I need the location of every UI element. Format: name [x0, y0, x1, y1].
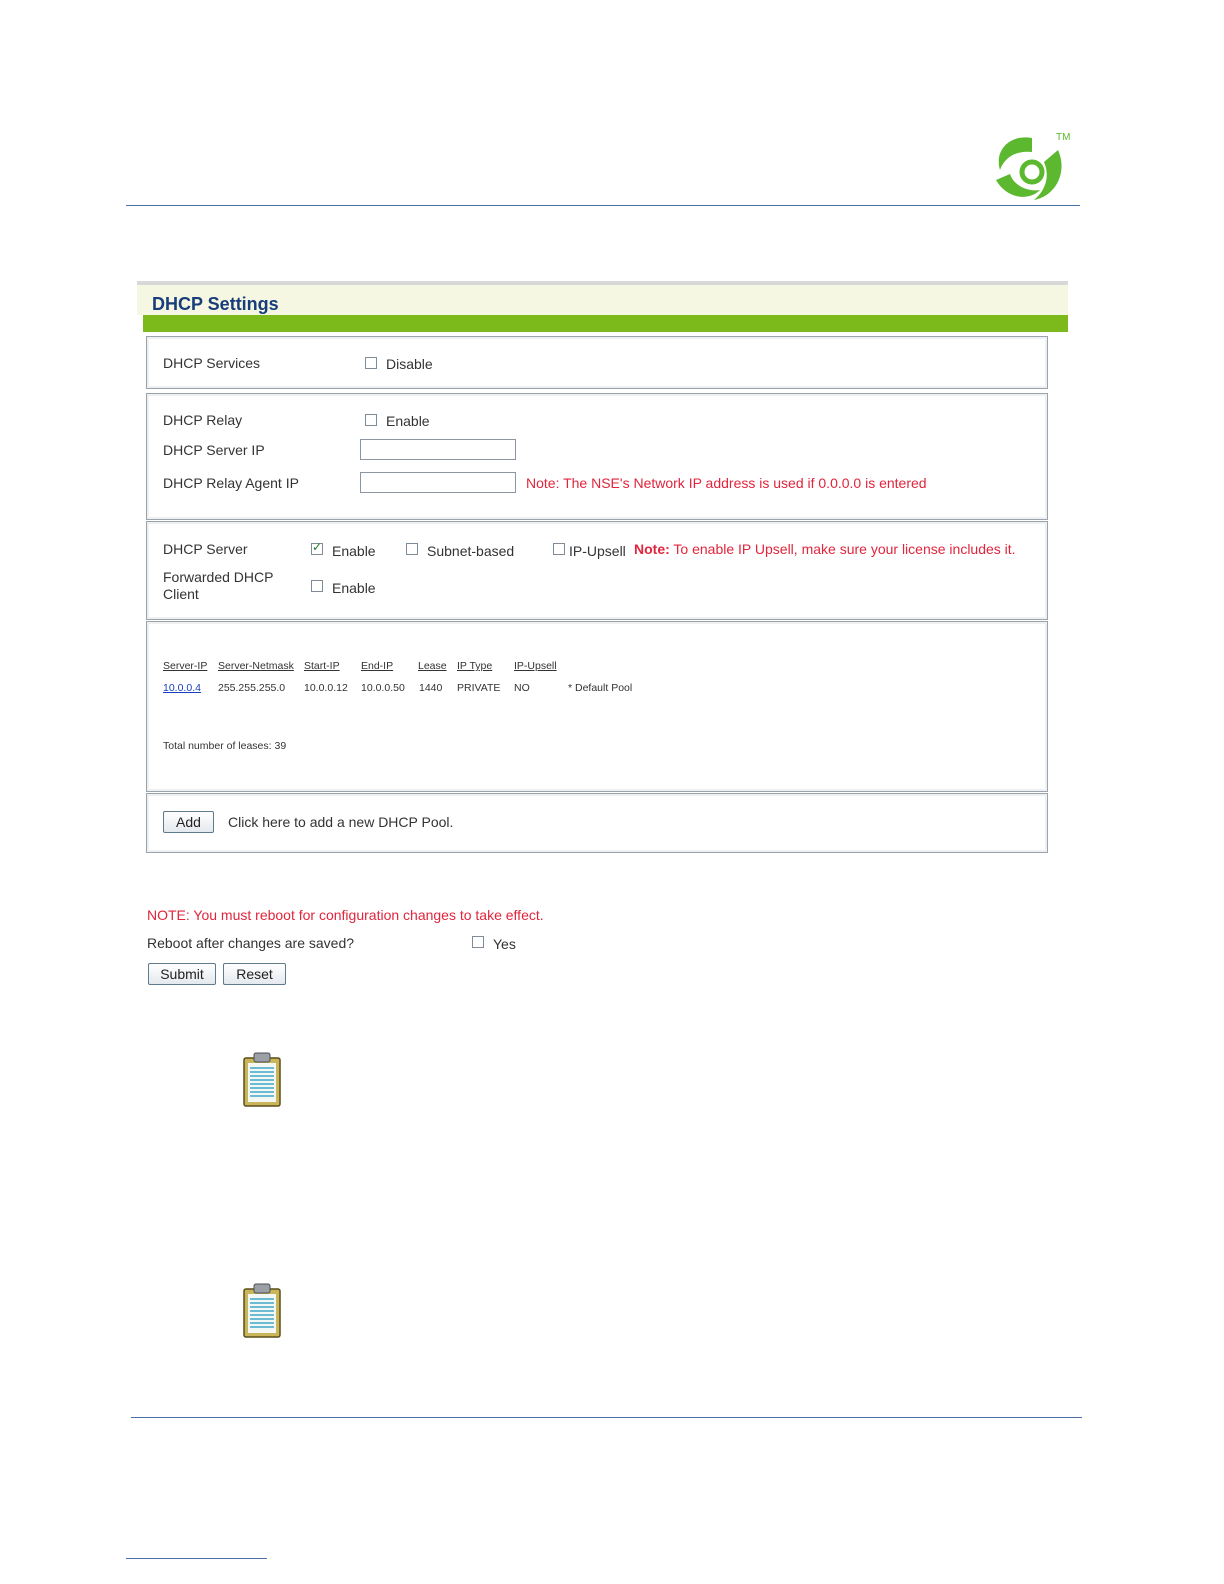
col-header-end-ip[interactable]: End-IP	[361, 660, 394, 672]
forwarded-enable-checkbox[interactable]	[311, 580, 323, 592]
disable-services-checkbox[interactable]	[365, 357, 377, 369]
clipboard-note-icon	[242, 1052, 282, 1108]
relay-note: Note: The NSE's Network IP address is used if 0.0.0.0 is entered	[526, 475, 927, 491]
upsell-note	[634, 541, 1016, 557]
add-pool-button[interactable]: Add	[163, 811, 214, 833]
company-logo	[988, 128, 1076, 204]
pool-netmask: 255.255.255.0	[218, 682, 286, 694]
upsell-note-text: To enable IP Upsell, make sure your license includes it.	[673, 541, 1016, 557]
col-header-start-ip[interactable]: Start-IP	[304, 660, 340, 672]
dhcp-server-label: DHCP Server	[163, 541, 248, 557]
footer-rule	[131, 1417, 1082, 1418]
pool-server-ip-link[interactable]: 10.0.0.4	[163, 682, 201, 694]
pool-end-ip: 10.0.0.50	[361, 682, 405, 694]
default-pool-note: * Default Pool	[568, 682, 633, 694]
col-header-netmask[interactable]: Server-Netmask	[218, 660, 294, 672]
pool-start-ip: 10.0.0.12	[304, 682, 348, 694]
relay-agent-ip-label: DHCP Relay Agent IP	[163, 475, 299, 491]
total-leases: Total number of leases: 39	[163, 740, 287, 752]
dhcp-settings-panel	[137, 281, 1068, 332]
col-header-server-ip[interactable]: Server-IP	[163, 660, 208, 672]
trademark-mark: TM	[1056, 132, 1071, 143]
section-dhcp-server	[146, 521, 1048, 620]
col-header-ip-upsell[interactable]: IP-Upsell	[514, 660, 557, 672]
server-enable-checkbox[interactable]	[311, 543, 323, 555]
subnet-based-checkbox[interactable]	[406, 543, 418, 555]
submit-button[interactable]: Submit	[148, 963, 216, 985]
dhcp-server-ip-input[interactable]	[360, 439, 516, 460]
relay-enable-checkbox[interactable]	[365, 414, 377, 426]
forwarded-enable-label: Enable	[332, 580, 376, 596]
relay-enable-label: Enable	[386, 413, 430, 429]
footnote-rule	[126, 1558, 267, 1559]
reboot-yes-checkbox[interactable]	[472, 936, 484, 948]
ip-upsell-checkbox[interactable]	[553, 543, 565, 555]
reboot-question: Reboot after changes are saved?	[147, 935, 355, 951]
dhcp-services-label: DHCP Services	[163, 355, 260, 371]
dhcp-server-ip-label: DHCP Server IP	[163, 442, 265, 458]
header-rule	[126, 205, 1080, 206]
col-header-lease[interactable]: Lease	[418, 660, 447, 672]
section-pool-table	[146, 621, 1048, 792]
pool-ip-type: PRIVATE	[457, 682, 501, 694]
reset-button[interactable]: Reset	[223, 963, 286, 985]
disable-services-label: Disable	[386, 356, 433, 372]
clipboard-note-icon	[242, 1283, 282, 1339]
subnet-based-label: Subnet-based	[427, 543, 515, 559]
reboot-yes-label: Yes	[493, 936, 516, 952]
pool-lease: 1440	[419, 682, 443, 694]
section-dhcp-services	[146, 336, 1048, 389]
forwarded-dhcp-label-line2: Client	[163, 586, 199, 602]
forwarded-dhcp-label-line1: Forwarded DHCP	[163, 569, 274, 585]
dhcp-relay-label: DHCP Relay	[163, 412, 243, 428]
add-pool-text: Click here to add a new DHCP Pool.	[228, 814, 454, 830]
section-dhcp-relay	[146, 393, 1048, 520]
ip-upsell-label: IP-Upsell	[569, 543, 626, 559]
reboot-note: NOTE: You must reboot for configuration changes to take effect.	[147, 907, 544, 923]
col-header-ip-type[interactable]: IP Type	[457, 660, 493, 672]
panel-title: DHCP Settings	[137, 285, 1068, 315]
upsell-note-prefix: Note:	[634, 541, 670, 557]
panel-accent-bar	[143, 315, 1068, 332]
pool-upsell: NO	[514, 682, 530, 694]
relay-agent-ip-input[interactable]	[360, 472, 516, 493]
server-enable-label: Enable	[332, 543, 376, 559]
